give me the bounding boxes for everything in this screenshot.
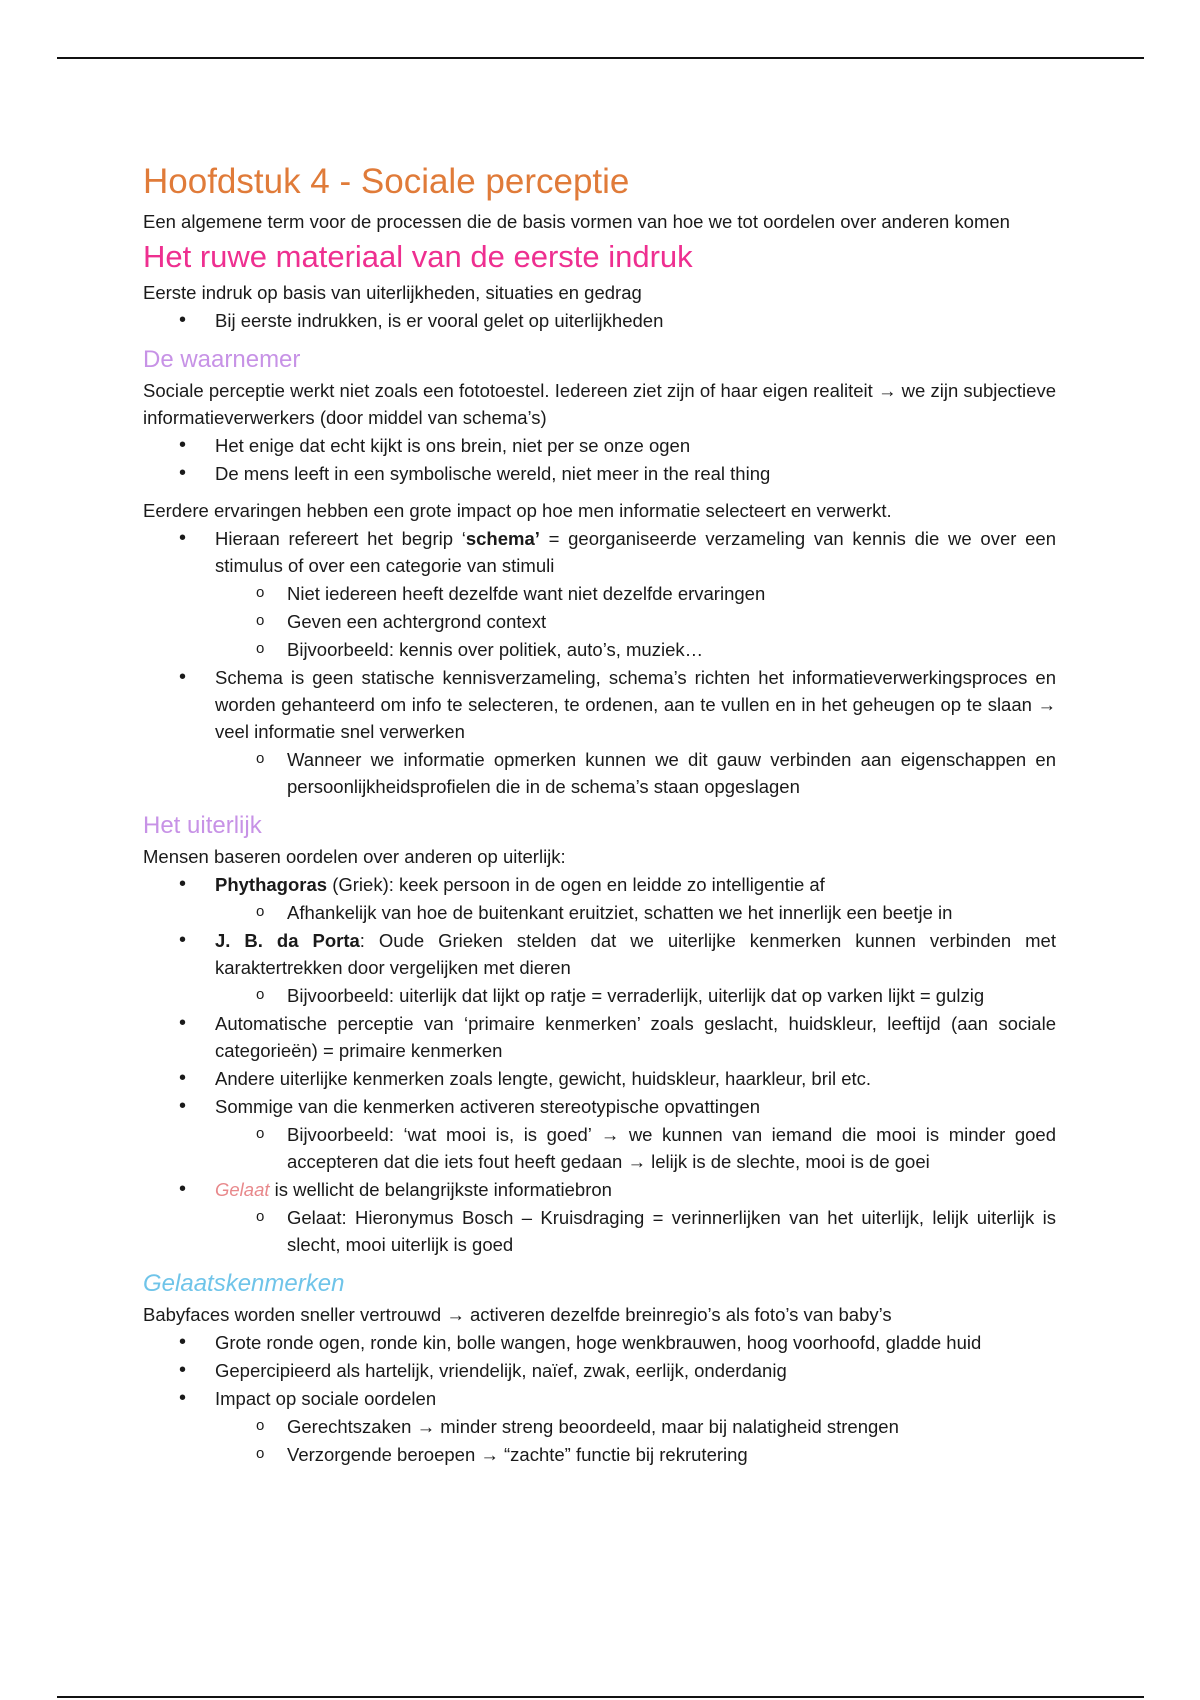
impact-text: Impact op sociale oordelen xyxy=(215,1388,437,1409)
porta-name: J. B. da Porta xyxy=(215,930,360,951)
waarnemer-text2: Eerdere ervaringen hebben een grote impact op hoe men informatie selecteert en verwerkt. xyxy=(143,500,892,521)
bottom-rule xyxy=(57,1696,1144,1698)
list-item: • Andere uiterlijke kenmerken zoals lengte, gewicht, huidskleur, haarkleur, bril etc. xyxy=(143,1065,1056,1092)
waarnemer-list xyxy=(143,432,1056,487)
schema-sublist xyxy=(215,580,1056,663)
sommige-text: Sommige van die kenmerken activeren stereotypische opvattingen xyxy=(215,1096,761,1117)
top-rule xyxy=(57,57,1144,59)
subheading-uiterlijk: Het uiterlijk xyxy=(143,812,262,839)
gelaatskenmerken-list xyxy=(143,1329,1056,1468)
list-item xyxy=(143,1176,1056,1258)
gelaat-text: is wellicht de belangrijkste informatiebron xyxy=(269,1179,612,1200)
list-item: • Gepercipieerd als hartelijk, vriendelijk, naïef, zwak, eerlijk, onderdanig xyxy=(143,1357,1056,1384)
phythagoras-sublist xyxy=(215,899,1056,926)
sub-list-item: o Verzorgende beroepen → “zachte” functie bij rekrutering xyxy=(143,1441,1056,1468)
sub-list-item: o Bijvoorbeeld: ‘wat mooi is, is goed’ → we kunnen van iemand die mooi is minder goed accepteren dat die iets fout heeft gedaan → lelijk is de slechte, mooi is de goei xyxy=(143,1121,1056,1175)
schema-pre: Hieraan refereert het begrip ‘ xyxy=(215,528,466,549)
gelaat-term: Gelaat xyxy=(215,1179,270,1200)
gelaat-sublist xyxy=(215,1204,1056,1258)
section-heading-ruwe-materiaal: Het ruwe materiaal van de eerste indruk xyxy=(143,239,693,274)
list-item xyxy=(143,1093,1056,1175)
list-item: • Bij eerste indrukken, is er vooral gelet op uiterlijkheden xyxy=(143,307,1056,334)
document-page xyxy=(143,160,1056,1468)
schema-post: = georganiseerde verzameling van kennis die we over een stimulus of over een categorie van stimuli xyxy=(215,528,1056,576)
uiterlijk-list xyxy=(143,871,1056,1258)
schema2-sublist xyxy=(215,746,1056,800)
sub-list-item: o Geven een achtergrond context xyxy=(143,608,1056,635)
list-item: • Het enige dat echt kijkt is ons brein, niet per se onze ogen xyxy=(143,432,1056,459)
intro-text: Een algemene term voor de processen die de basis vormen van hoe we tot oordelen over anderen komen xyxy=(143,211,1010,232)
gelaatskenmerken-text: Babyfaces worden sneller vertrouwd → activeren dezelfde breinregio’s als foto’s van baby’s xyxy=(143,1304,892,1325)
sub-list-item: o Niet iedereen heeft dezelfde want niet dezelfde ervaringen xyxy=(143,580,1056,607)
schema-list xyxy=(143,525,1056,800)
section1-list xyxy=(143,307,1056,334)
list-item xyxy=(143,525,1056,663)
schema-term: schema’ xyxy=(465,528,540,549)
section1-text: Eerste indruk op basis van uiterlijkheden, situaties en gedrag xyxy=(143,282,642,303)
subheading-waarnemer: De waarnemer xyxy=(143,346,301,373)
uiterlijk-text: Mensen baseren oordelen over anderen op uiterlijk: xyxy=(143,846,566,867)
waarnemer-text: Sociale perceptie werkt niet zoals een fototoestel. Iedereen ziet zijn of haar eigen realiteit → we zijn subjectieve informatieverwerkers (door middel van schema’s) xyxy=(143,380,1056,428)
phythagoras-name: Phythagoras xyxy=(215,874,328,895)
list-item xyxy=(143,927,1056,1009)
sub-list-item: o Afhankelijk van hoe de buitenkant eruitziet, schatten we het innerlijk een beetje in xyxy=(143,899,1056,926)
porta-text: : Oude Grieken stelden dat we uiterlijke kenmerken kunnen verbinden met karaktertrekken door vergelijken met dieren xyxy=(215,930,1056,978)
sub-list-item: o Gelaat: Hieronymus Bosch – Kruisdraging = verinnerlijken van het uiterlijk, lelijk uiterlijk is slecht, mooi uiterlijk is goed xyxy=(143,1204,1056,1258)
list-item: • Automatische perceptie van ‘primaire kenmerken’ zoals geslacht, huidskleur, leeftijd (aan sociale categorieën) = primaire kenmerken xyxy=(143,1010,1056,1064)
impact-sublist xyxy=(215,1413,1056,1468)
sub-list-item: o Wanneer we informatie opmerken kunnen we dit gauw verbinden aan eigenschappen en persoonlijkheidsprofielen die in de schema’s staan opgeslagen xyxy=(143,746,1056,800)
list-item xyxy=(143,871,1056,926)
list-item: • Grote ronde ogen, ronde kin, bolle wangen, hoge wenkbrauwen, hoog voorhoofd, gladde huid xyxy=(143,1329,1056,1356)
sub-list-item: o Bijvoorbeeld: kennis over politiek, auto’s, muziek… xyxy=(143,636,1056,663)
sub-list-item: o Bijvoorbeeld: uiterlijk dat lijkt op ratje = verraderlijk, uiterlijk dat op varken lijkt = gulzig xyxy=(143,982,1056,1009)
list-item xyxy=(143,664,1056,800)
list-item xyxy=(143,1385,1056,1468)
chapter-title: Hoofdstuk 4 - Sociale perceptie xyxy=(143,162,630,201)
sub-list-item: o Gerechtszaken → minder streng beoordeeld, maar bij nalatigheid strengen xyxy=(143,1413,1056,1440)
subheading-gelaatskenmerken: Gelaatskenmerken xyxy=(143,1270,345,1297)
list-item: • De mens leeft in een symbolische wereld, niet meer in the real thing xyxy=(143,460,1056,487)
phythagoras-text: (Griek): keek persoon in de ogen en leidde zo intelligentie af xyxy=(327,874,825,895)
sommige-sublist xyxy=(215,1121,1056,1175)
porta-sublist xyxy=(215,982,1056,1009)
schema2-text: Schema is geen statische kennisverzameling, schema’s richten het informatieverwerkingsproces en worden gehanteerd om info te selecteren, te ordenen, aan te vullen en in het geheugen op te slaan → veel informatie snel verwerken xyxy=(215,667,1056,742)
